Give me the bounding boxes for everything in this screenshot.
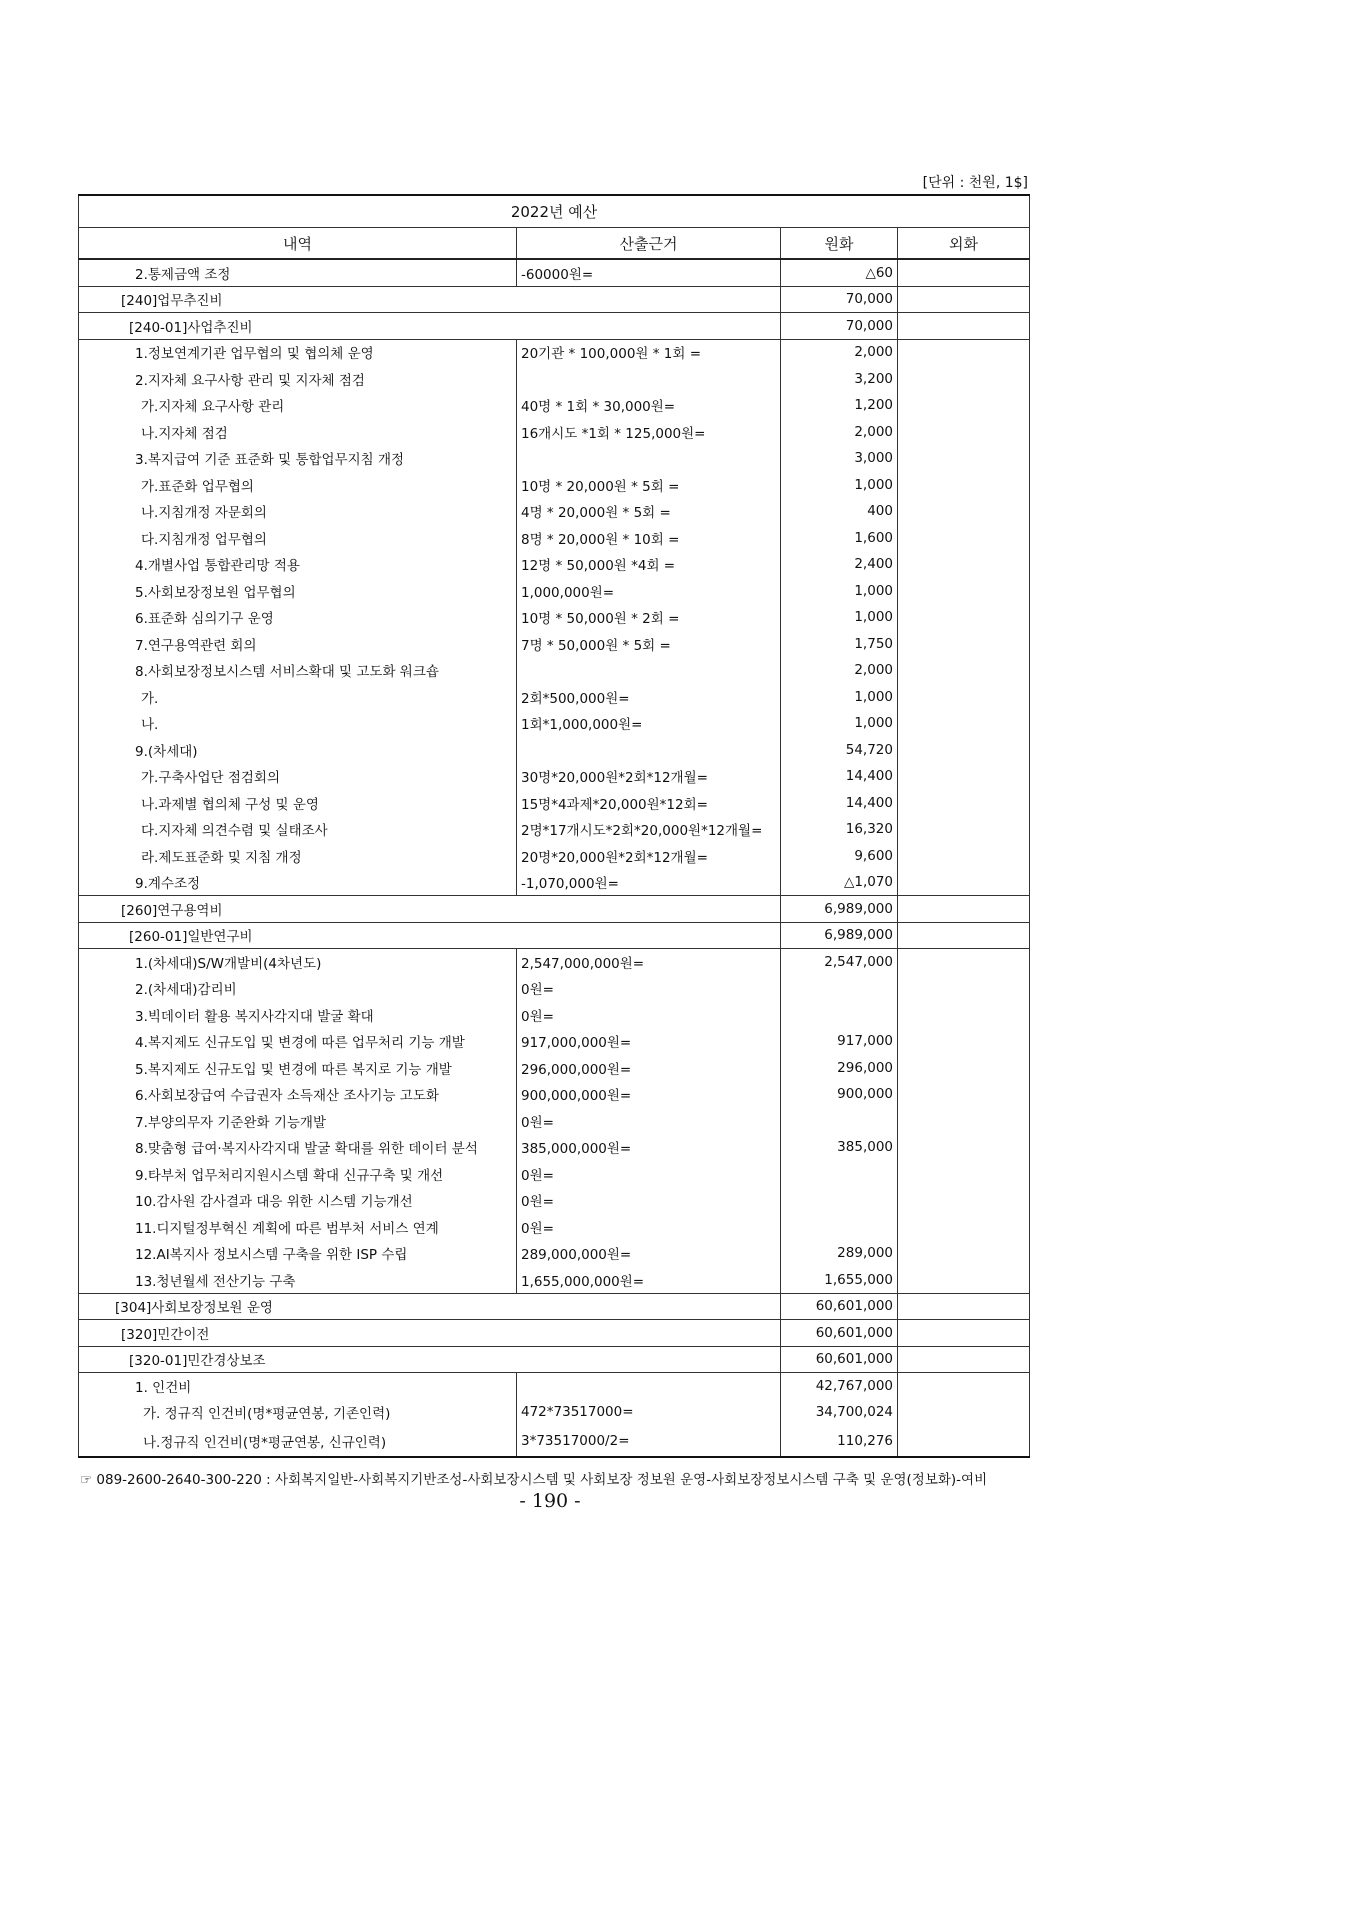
row-basis: 2,547,000,000원= [517, 949, 781, 976]
row-krw: 3,000 [781, 445, 898, 472]
row-krw: 2,547,000 [781, 949, 898, 976]
row-krw: 16,320 [781, 816, 898, 843]
row-krw [781, 1187, 898, 1214]
footnote: ☞ 089-2600-2640-300-220 : 사회복지일반-사회복지기반조성-사회보장시스템 및 사회보장 정보원 운영-사회보장정보시스템 구축 및 운영(정보화)-여비 [80, 1472, 988, 1488]
row-description: 7.연구용역관련 회의 [79, 631, 517, 658]
row-description: 다.지자체 의견수렴 및 실태조사 [79, 816, 517, 843]
row-basis: 40명 * 1회 * 30,000원= [517, 392, 781, 419]
row-basis: 7명 * 50,000원 * 5회 = [517, 631, 781, 658]
table-row [79, 657, 1030, 684]
row-basis: 20명*20,000원*2회*12개월= [517, 843, 781, 870]
table-row [79, 313, 1030, 340]
table-title: 2022년 예산 [79, 195, 1030, 228]
table-row [79, 259, 1030, 286]
table-row [79, 816, 1030, 843]
row-description: 1.(차세대)S/W개발비(4차년도) [79, 949, 517, 976]
row-krw [781, 1002, 898, 1029]
row-description: 나. [79, 710, 517, 737]
row-basis: -60000원= [517, 259, 781, 286]
row-basis [517, 445, 781, 472]
row-basis [517, 366, 781, 393]
table-row [79, 949, 1030, 976]
row-foreign [898, 1002, 1030, 1029]
row-description: 10.감사원 감사결과 대응 위한 시스템 기능개선 [79, 1187, 517, 1214]
row-foreign [898, 922, 1030, 949]
row-foreign [898, 1320, 1030, 1347]
row-krw: 1,655,000 [781, 1267, 898, 1294]
row-foreign [898, 975, 1030, 1002]
table-row [79, 710, 1030, 737]
row-foreign [898, 339, 1030, 366]
row-basis: -1,070,000원= [517, 869, 781, 896]
row-description: 4.개별사업 통합관리망 적용 [79, 551, 517, 578]
row-basis: 1,000,000원= [517, 578, 781, 605]
row-basis: 4명 * 20,000원 * 5회 = [517, 498, 781, 525]
row-krw: 60,601,000 [781, 1320, 898, 1347]
header-basis: 산출근거 [517, 228, 781, 260]
row-description: [304]사회보장정보원 운영 [79, 1293, 781, 1320]
row-description: 8.사회보장정보시스템 서비스확대 및 고도화 워크숍 [79, 657, 517, 684]
row-krw: 6,989,000 [781, 922, 898, 949]
row-foreign [898, 869, 1030, 896]
row-basis: 0원= [517, 1002, 781, 1029]
table-row [79, 684, 1030, 711]
row-foreign [898, 392, 1030, 419]
row-foreign [898, 631, 1030, 658]
table-row [79, 366, 1030, 393]
row-foreign [898, 1187, 1030, 1214]
row-description: [260-01]일반연구비 [79, 922, 781, 949]
row-description: 5.복지제도 신규도입 및 변경에 따른 복지로 기능 개발 [79, 1055, 517, 1082]
row-description: 6.사회보장급여 수급권자 소득재산 조사기능 고도화 [79, 1081, 517, 1108]
table-row [79, 1267, 1030, 1294]
row-foreign [898, 445, 1030, 472]
table-row [79, 631, 1030, 658]
row-krw: 900,000 [781, 1081, 898, 1108]
row-krw: 14,400 [781, 763, 898, 790]
table-row [79, 1081, 1030, 1108]
table-row [79, 1399, 1030, 1426]
row-foreign [898, 657, 1030, 684]
row-foreign [898, 286, 1030, 313]
row-basis: 1회*1,000,000원= [517, 710, 781, 737]
table-row [79, 392, 1030, 419]
row-krw: 1,000 [781, 684, 898, 711]
row-krw [781, 1108, 898, 1135]
row-krw: 296,000 [781, 1055, 898, 1082]
table-row [79, 525, 1030, 552]
row-description: 가. 정규직 인건비(명*평균연봉, 기존인력) [79, 1399, 517, 1426]
row-basis: 16개시도 *1회 * 125,000원= [517, 419, 781, 446]
row-description: [260]연구용역비 [79, 896, 781, 923]
row-foreign [898, 896, 1030, 923]
row-basis: 10명 * 50,000원 * 2회 = [517, 604, 781, 631]
row-basis: 900,000,000원= [517, 1081, 781, 1108]
row-krw: 2,000 [781, 657, 898, 684]
table-row [79, 763, 1030, 790]
row-description: 11.디지털정부혁신 계획에 따른 범부처 서비스 연계 [79, 1214, 517, 1241]
table-row [79, 1055, 1030, 1082]
row-description: 2.지자체 요구사항 관리 및 지자체 점검 [79, 366, 517, 393]
row-basis: 2회*500,000원= [517, 684, 781, 711]
row-description: 3.빅데이터 활용 복지사각지대 발굴 확대 [79, 1002, 517, 1029]
row-description: 7.부양의무자 기준완화 기능개발 [79, 1108, 517, 1135]
row-basis: 289,000,000원= [517, 1240, 781, 1267]
table-row [79, 1293, 1030, 1320]
table-row [79, 419, 1030, 446]
budget-table [78, 194, 1030, 1458]
row-foreign [898, 1240, 1030, 1267]
table-row [79, 1214, 1030, 1241]
row-foreign [898, 1134, 1030, 1161]
row-description: 8.맞춤형 급여·복지사각지대 발굴 확대를 위한 데이터 분석 [79, 1134, 517, 1161]
row-description: 2.통제금액 조정 [79, 259, 517, 286]
row-description: 9.(차세대) [79, 737, 517, 764]
row-krw: 70,000 [781, 286, 898, 313]
row-krw: 110,276 [781, 1426, 898, 1458]
row-description: 다.지침개정 업무협의 [79, 525, 517, 552]
row-description: [240]업무추진비 [79, 286, 781, 313]
row-krw: 9,600 [781, 843, 898, 870]
row-krw: 1,200 [781, 392, 898, 419]
table-row [79, 286, 1030, 313]
row-foreign [898, 790, 1030, 817]
page-number: - 190 - [519, 1490, 581, 1512]
row-krw: 42,767,000 [781, 1373, 898, 1400]
row-basis: 10명 * 20,000원 * 5회 = [517, 472, 781, 499]
row-foreign [898, 763, 1030, 790]
row-krw: 1,750 [781, 631, 898, 658]
row-description: 9.타부처 업무처리지원시스템 확대 신규구축 및 개선 [79, 1161, 517, 1188]
table-row [79, 1028, 1030, 1055]
row-foreign [898, 1214, 1030, 1241]
row-basis: 1,655,000,000원= [517, 1267, 781, 1294]
table-row [79, 1346, 1030, 1373]
table-row [79, 445, 1030, 472]
row-krw: 60,601,000 [781, 1293, 898, 1320]
row-foreign [898, 737, 1030, 764]
row-krw: 917,000 [781, 1028, 898, 1055]
row-basis: 20기관 * 100,000원 * 1회 = [517, 339, 781, 366]
row-description: 나.정규직 인건비(명*평균연봉, 신규인력) [79, 1426, 517, 1458]
row-foreign [898, 313, 1030, 340]
row-krw: 1,000 [781, 578, 898, 605]
table-row [79, 843, 1030, 870]
row-foreign [898, 259, 1030, 286]
row-basis: 12명 * 50,000원 *4회 = [517, 551, 781, 578]
row-krw: 2,400 [781, 551, 898, 578]
table-row [79, 551, 1030, 578]
row-basis: 2명*17개시도*2회*20,000원*12개월= [517, 816, 781, 843]
row-foreign [898, 1267, 1030, 1294]
row-description: 1.정보연계기관 업무협의 및 협의체 운영 [79, 339, 517, 366]
row-krw: 400 [781, 498, 898, 525]
row-description: 가.지자체 요구사항 관리 [79, 392, 517, 419]
row-foreign [898, 578, 1030, 605]
row-description: 4.복지제도 신규도입 및 변경에 따른 업무처리 기능 개발 [79, 1028, 517, 1055]
table-row [79, 339, 1030, 366]
table-row [79, 869, 1030, 896]
row-foreign [898, 1373, 1030, 1400]
row-krw: 2,000 [781, 339, 898, 366]
row-krw: 6,989,000 [781, 896, 898, 923]
row-krw: 54,720 [781, 737, 898, 764]
row-description: 3.복지급여 기준 표준화 및 통합업무지침 개정 [79, 445, 517, 472]
row-basis [517, 737, 781, 764]
row-description: 나.지침개정 자문회의 [79, 498, 517, 525]
row-basis: 917,000,000원= [517, 1028, 781, 1055]
table-body [79, 259, 1030, 1457]
row-foreign [898, 1293, 1030, 1320]
row-basis: 30명*20,000원*2회*12개월= [517, 763, 781, 790]
row-basis: 385,000,000원= [517, 1134, 781, 1161]
table-row [79, 922, 1030, 949]
table-row [79, 1134, 1030, 1161]
row-krw: 1,600 [781, 525, 898, 552]
row-basis: 3*73517000/2= [517, 1426, 781, 1458]
row-krw [781, 975, 898, 1002]
table-row [79, 896, 1030, 923]
table-row [79, 1187, 1030, 1214]
row-basis [517, 1373, 781, 1400]
row-krw: 14,400 [781, 790, 898, 817]
row-krw: △1,070 [781, 869, 898, 896]
row-description: [240-01]사업추진비 [79, 313, 781, 340]
row-description: 나.지자체 점검 [79, 419, 517, 446]
row-foreign [898, 1346, 1030, 1373]
row-foreign [898, 1399, 1030, 1426]
row-foreign [898, 366, 1030, 393]
row-krw: 1,000 [781, 710, 898, 737]
row-basis: 0원= [517, 1214, 781, 1241]
row-krw: 70,000 [781, 313, 898, 340]
row-description: 13.청년월세 전산기능 구축 [79, 1267, 517, 1294]
row-description: [320-01]민간경상보조 [79, 1346, 781, 1373]
row-basis: 296,000,000원= [517, 1055, 781, 1082]
row-description: 12.AI복지사 정보시스템 구축을 위한 ISP 수립 [79, 1240, 517, 1267]
row-foreign [898, 472, 1030, 499]
header-krw: 원화 [781, 228, 898, 260]
row-description: 2.(차세대)감리비 [79, 975, 517, 1002]
row-basis: 8명 * 20,000원 * 10회 = [517, 525, 781, 552]
row-foreign [898, 1028, 1030, 1055]
row-foreign [898, 949, 1030, 976]
row-basis: 0원= [517, 1108, 781, 1135]
table-row [79, 1426, 1030, 1458]
row-foreign [898, 419, 1030, 446]
table-row [79, 604, 1030, 631]
row-foreign [898, 525, 1030, 552]
row-basis [517, 657, 781, 684]
table-row [79, 737, 1030, 764]
row-description: 가. [79, 684, 517, 711]
row-description: [320]민간이전 [79, 1320, 781, 1347]
row-foreign [898, 551, 1030, 578]
row-krw [781, 1161, 898, 1188]
row-krw: 2,000 [781, 419, 898, 446]
table-row [79, 1240, 1030, 1267]
row-description: 6.표준화 심의기구 운영 [79, 604, 517, 631]
row-krw: 1,000 [781, 472, 898, 499]
row-foreign [898, 1055, 1030, 1082]
table-row [79, 1002, 1030, 1029]
table-row [79, 790, 1030, 817]
row-description: 나.과제별 협의체 구성 및 운영 [79, 790, 517, 817]
row-description: 라.제도표준화 및 지침 개정 [79, 843, 517, 870]
row-krw [781, 1214, 898, 1241]
row-foreign [898, 1081, 1030, 1108]
row-krw: 1,000 [781, 604, 898, 631]
row-foreign [898, 816, 1030, 843]
table-row [79, 1320, 1030, 1347]
row-foreign [898, 710, 1030, 737]
table-row [79, 1161, 1030, 1188]
row-krw: 34,700,024 [781, 1399, 898, 1426]
row-description: 5.사회보장정보원 업무협의 [79, 578, 517, 605]
row-foreign [898, 1426, 1030, 1458]
row-foreign [898, 843, 1030, 870]
unit-label: [단위 : 천원, 1$] [922, 175, 1028, 191]
row-description: 가.표준화 업무협의 [79, 472, 517, 499]
table-row [79, 975, 1030, 1002]
row-krw: 3,200 [781, 366, 898, 393]
row-foreign [898, 1108, 1030, 1135]
row-krw: 289,000 [781, 1240, 898, 1267]
row-foreign [898, 498, 1030, 525]
row-description: 1. 인건비 [79, 1373, 517, 1400]
table-row [79, 472, 1030, 499]
row-basis: 15명*4과제*20,000원*12회= [517, 790, 781, 817]
table-row [79, 1373, 1030, 1400]
row-foreign [898, 604, 1030, 631]
row-krw: 385,000 [781, 1134, 898, 1161]
row-krw: △60 [781, 259, 898, 286]
row-basis: 0원= [517, 1161, 781, 1188]
row-description: 가.구축사업단 점검회의 [79, 763, 517, 790]
row-basis: 0원= [517, 975, 781, 1002]
row-description: 9.계수조정 [79, 869, 517, 896]
row-basis: 0원= [517, 1187, 781, 1214]
table-row [79, 578, 1030, 605]
table-row [79, 1108, 1030, 1135]
header-description: 내역 [79, 228, 517, 260]
row-krw: 60,601,000 [781, 1346, 898, 1373]
row-foreign [898, 684, 1030, 711]
header-foreign: 외화 [898, 228, 1030, 260]
row-foreign [898, 1161, 1030, 1188]
row-basis: 472*73517000= [517, 1399, 781, 1426]
table-row [79, 498, 1030, 525]
